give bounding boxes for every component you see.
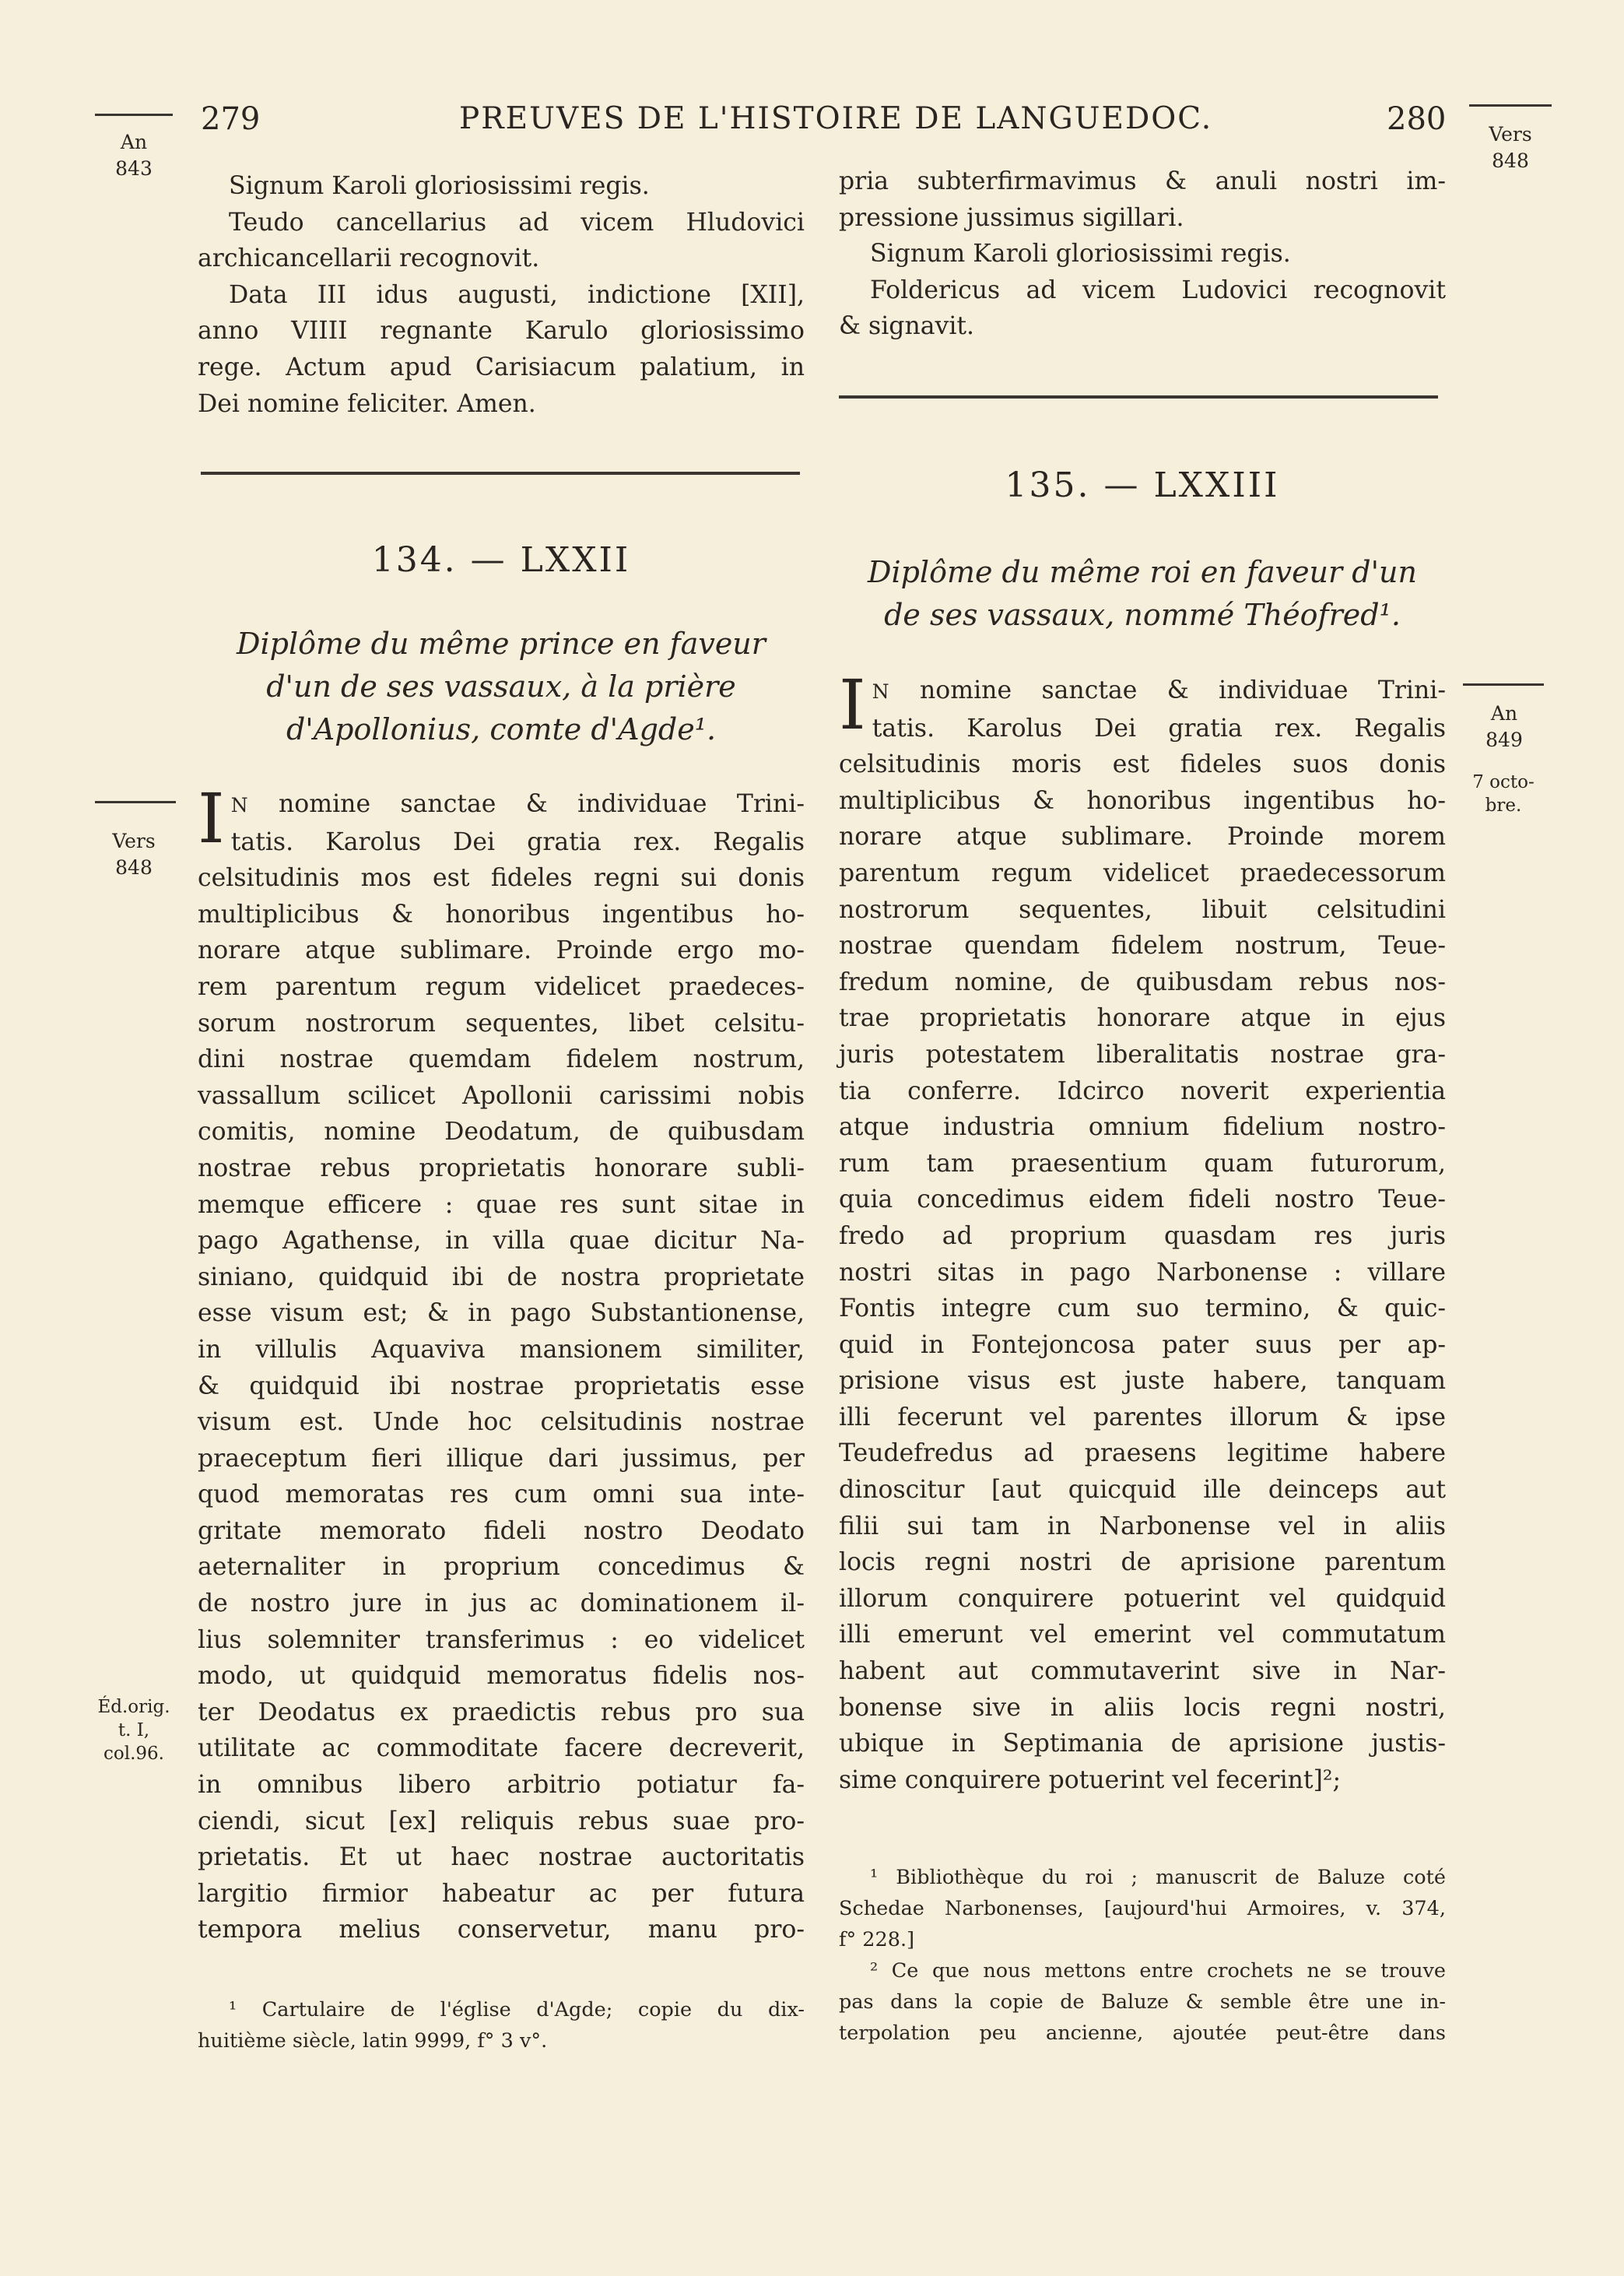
text-line: vassallum scilicet Apollonii carissimi nobis: [198, 1081, 805, 1110]
footnote-line: pas dans la copie de Baluze & semble être une in-: [839, 1990, 1446, 2014]
text-line: lius solemniter transferimus : eo videlicet: [198, 1625, 805, 1654]
text-line: tia conferre. Idcirco noverit experientia: [839, 1077, 1446, 1105]
text-line: atque industria omnium fidelium nostro-: [839, 1113, 1446, 1142]
text-line: & quidquid ibi nostrae proprietatis esse: [198, 1372, 805, 1400]
section-rule-left: [201, 472, 800, 475]
text-line: esse visum est; & in pago Substantionense,: [198, 1299, 805, 1328]
dropcap: I: [839, 665, 866, 745]
document-134-heading: 134. — LXXII: [371, 540, 631, 580]
margin-rule-top-right: [1469, 104, 1552, 107]
text-line: modo, ut quidquid memoratus fidelis nos-: [198, 1662, 805, 1691]
text-line: rem parentum regum videlicet praedeces-: [198, 972, 805, 1001]
text-line: parentum regum videlicet praedecessorum: [839, 859, 1446, 887]
text-line: pressione jussimus sigillari.: [839, 203, 1184, 232]
text-line: largitio firmior habeatur ac per futura: [198, 1879, 805, 1908]
text-line: trae proprietatis honorare atque in ejus: [839, 1004, 1446, 1033]
text-line: nomine sanctae & individuae Trini-: [248, 790, 805, 818]
document-135-title: [839, 551, 1446, 637]
text-line: celsitudinis mos est fideles regni sui donis: [198, 864, 805, 893]
text-line: norare atque sublimare. Proinde morem: [839, 823, 1446, 852]
text-line: nostri sitas in pago Narbonense : villare: [839, 1258, 1446, 1287]
text-line: nostrorum sequentes, libuit celsitudini: [839, 895, 1446, 924]
text-line: habent aut commutaverint sive in Nar-: [839, 1657, 1446, 1686]
left-column-top-text: [198, 168, 805, 422]
text-line: prietatis. Et ut haec nostrae auctoritatis: [198, 1843, 805, 1872]
title-line: d'un de ses vassaux, à la prière: [266, 669, 736, 704]
text-line: rege. Actum apud Carisiacum palatium, in: [198, 353, 805, 381]
text-line: Signum Karoli gloriosissimi regis.: [229, 172, 650, 200]
margin-rule-mid-left: [95, 801, 176, 803]
text-line: tatis. Karolus Dei gratia rex. Regalis: [230, 827, 805, 856]
text-line: illorum conquirere potuerint vel quidquid: [839, 1584, 1446, 1613]
margin-note-date: 7 octo- bre.: [1472, 772, 1535, 816]
small-caps-text: N: [230, 794, 249, 817]
text-line: rum tam praesentium quam futurorum,: [839, 1149, 1446, 1178]
text-line: quia concedimus eidem fideli nostro Teue-: [839, 1185, 1446, 1214]
text-line: in villulis Aquaviva mansionem similiter,: [198, 1335, 805, 1364]
text-line: pago Agathense, in villa quae dicitur Na-: [198, 1227, 805, 1256]
text-line: memque efficere : quae res sunt sitae in: [198, 1190, 805, 1219]
text-line: pria subterfirmavimus & anuli nostri im-: [839, 167, 1446, 195]
document-134-footnote: [198, 1994, 805, 2056]
text-line: & signavit.: [839, 312, 975, 341]
text-line: Data III idus augusti, indictione [XII],: [229, 280, 805, 309]
text-line: anno VIIII regnante Karulo gloriosissimo: [198, 317, 805, 346]
text-line: locis regni nostri de aprisione parentum: [839, 1548, 1446, 1577]
title-line: Diplôme du même prince en faveur: [237, 627, 766, 661]
text-line: multiplicibus & honoribus ingentibus ho-: [198, 900, 805, 929]
text-line: praeceptum fieri illique dari jussimus, per: [198, 1444, 805, 1473]
margin-rule-top-left: [95, 114, 173, 116]
running-title: PREUVES DE L'HISTOIRE DE LANGUEDOC.: [459, 101, 1213, 136]
text-line: dini nostrae quemdam fidelem nostrum,: [198, 1045, 805, 1074]
text-line: sorum nostrorum sequentes, libet celsitu-: [198, 1009, 805, 1038]
text-line: de nostro jure in jus ac dominationem il-: [198, 1589, 805, 1618]
text-line: multiplicibus & honoribus ingentibus ho-: [839, 786, 1446, 815]
text-line: ciendi, sicut [ex] reliquis rebus suae pro-: [198, 1807, 805, 1835]
text-line: illi emerunt vel emerint vel commutatum: [839, 1621, 1446, 1649]
footnote-line: f° 228.]: [839, 1928, 915, 1951]
document-135-heading: 135. — LXXIII: [1005, 465, 1280, 505]
text-line: fredum nomine, de quibusdam rebus nos-: [839, 968, 1446, 996]
text-line: visum est. Unde hoc celsitudinis nostrae: [198, 1408, 805, 1437]
text-line: dinoscitur [aut quicquid ille deinceps aut: [839, 1476, 1446, 1505]
text-line: Foldericus ad vicem Ludovici recognovit: [870, 276, 1446, 304]
text-line: utilitate ac commoditate facere decreverit,: [198, 1734, 805, 1763]
margin-note-year-849: An 849: [1485, 702, 1523, 751]
page-number-right: 280: [1387, 101, 1447, 137]
text-line: filii sui tam in Narbonense vel in aliis: [839, 1512, 1446, 1540]
text-line: comitis, nomine Deodatum, de quibusdam: [198, 1118, 805, 1147]
margin-rule-right: [1463, 683, 1544, 686]
text-line: bonense sive in aliis locis regni nostri,: [839, 1693, 1446, 1722]
document-134-title: [198, 623, 805, 751]
text-line: Teudefredus ad praesens legitime habere: [839, 1439, 1446, 1468]
text-line: Signum Karoli gloriosissimi regis.: [870, 240, 1291, 269]
right-column-top-text: [839, 163, 1446, 345]
page-number-left: 279: [201, 101, 261, 137]
text-line: aeternaliter in proprium concedimus &: [198, 1553, 805, 1582]
text-line: nostrae rebus proprietatis honorare subli-: [198, 1154, 805, 1182]
text-line: quid in Fontejoncosa pater suus per ap-: [839, 1330, 1446, 1359]
text-line: tatis. Karolus Dei gratia rex. Regalis: [872, 714, 1446, 743]
margin-note-year-843: An 843: [115, 131, 153, 180]
margin-note-vers-848-top: Vers 848: [1489, 123, 1532, 172]
footnote-line: huitième siècle, latin 9999, f° 3 v°.: [198, 2029, 548, 2053]
document-135-footnotes: [839, 1862, 1446, 2049]
text-line: fredo ad proprium quasdam res juris: [839, 1221, 1446, 1250]
text-line: juris potestatem liberalitatis nostrae gra-: [839, 1040, 1446, 1069]
text-line: celsitudinis moris est fideles suos donis: [839, 750, 1446, 779]
small-caps-text: N: [872, 680, 890, 703]
title-line: de ses vassaux, nommé Théofred¹.: [884, 598, 1401, 632]
text-line: tempora melius conservetur, manu pro-: [198, 1916, 805, 1944]
text-line: illi fecerunt vel parentes illorum & ipse: [839, 1403, 1446, 1431]
section-rule-right: [839, 395, 1438, 399]
footnote-line: Schedae Narbonenses, [aujourd'hui Armoires, v. 374,: [839, 1897, 1446, 1920]
text-line: archicancellarii recognovit.: [198, 244, 540, 273]
title-line: d'Apollonius, comte d'Agde¹.: [286, 712, 717, 746]
dropcap: I: [198, 778, 225, 859]
text-line: quod memoratas res cum omni sua inte-: [198, 1480, 805, 1509]
footnote-line: ² Ce que nous mettons entre crochets ne se trouve: [870, 1959, 1446, 1983]
text-line: gritate memorato fideli nostro Deodato: [198, 1516, 805, 1545]
text-line: Fontis integre cum suo termino, & quic-: [839, 1294, 1446, 1323]
text-line: ter Deodatus ex praedictis rebus pro sua: [198, 1698, 805, 1726]
margin-note-edition-original: Éd.orig. t. I, col.96.: [97, 1697, 170, 1764]
text-line: nomine sanctae & individuae Trini-: [889, 676, 1446, 704]
text-line: sime conquirere potuerint vel fecerint]²;: [839, 1765, 1342, 1794]
margin-note-vers-848-mid: Vers 848: [112, 830, 156, 879]
text-line: nostrae quendam fidelem nostrum, Teue-: [839, 932, 1446, 961]
text-line: prisione visus est juste habere, tanquam: [839, 1367, 1446, 1396]
text-line: Dei nomine feliciter. Amen.: [198, 389, 536, 418]
text-line: siniano, quidquid ibi de nostra proprietate: [198, 1263, 805, 1291]
footnote-line: terpolation peu ancienne, ajoutée peut-être dans: [839, 2021, 1446, 2045]
text-line: norare atque sublimare. Proinde ergo mo-: [198, 936, 805, 965]
document-134-body: [198, 778, 805, 1948]
footnote-line: ¹ Bibliothèque du roi ; manuscrit de Baluze coté: [870, 1866, 1446, 1889]
document-135-body: [839, 665, 1446, 1798]
title-line: Diplôme du même roi en faveur d'un: [867, 555, 1417, 589]
text-line: ubique in Septimania de aprisione justis-: [839, 1730, 1446, 1758]
text-line: in omnibus libero arbitrio potiatur fa-: [198, 1771, 805, 1800]
footnote-line: ¹ Cartulaire de l'église d'Agde; copie du dix-: [229, 1998, 805, 2021]
text-line: Teudo cancellarius ad vicem Hludovici: [229, 208, 805, 237]
